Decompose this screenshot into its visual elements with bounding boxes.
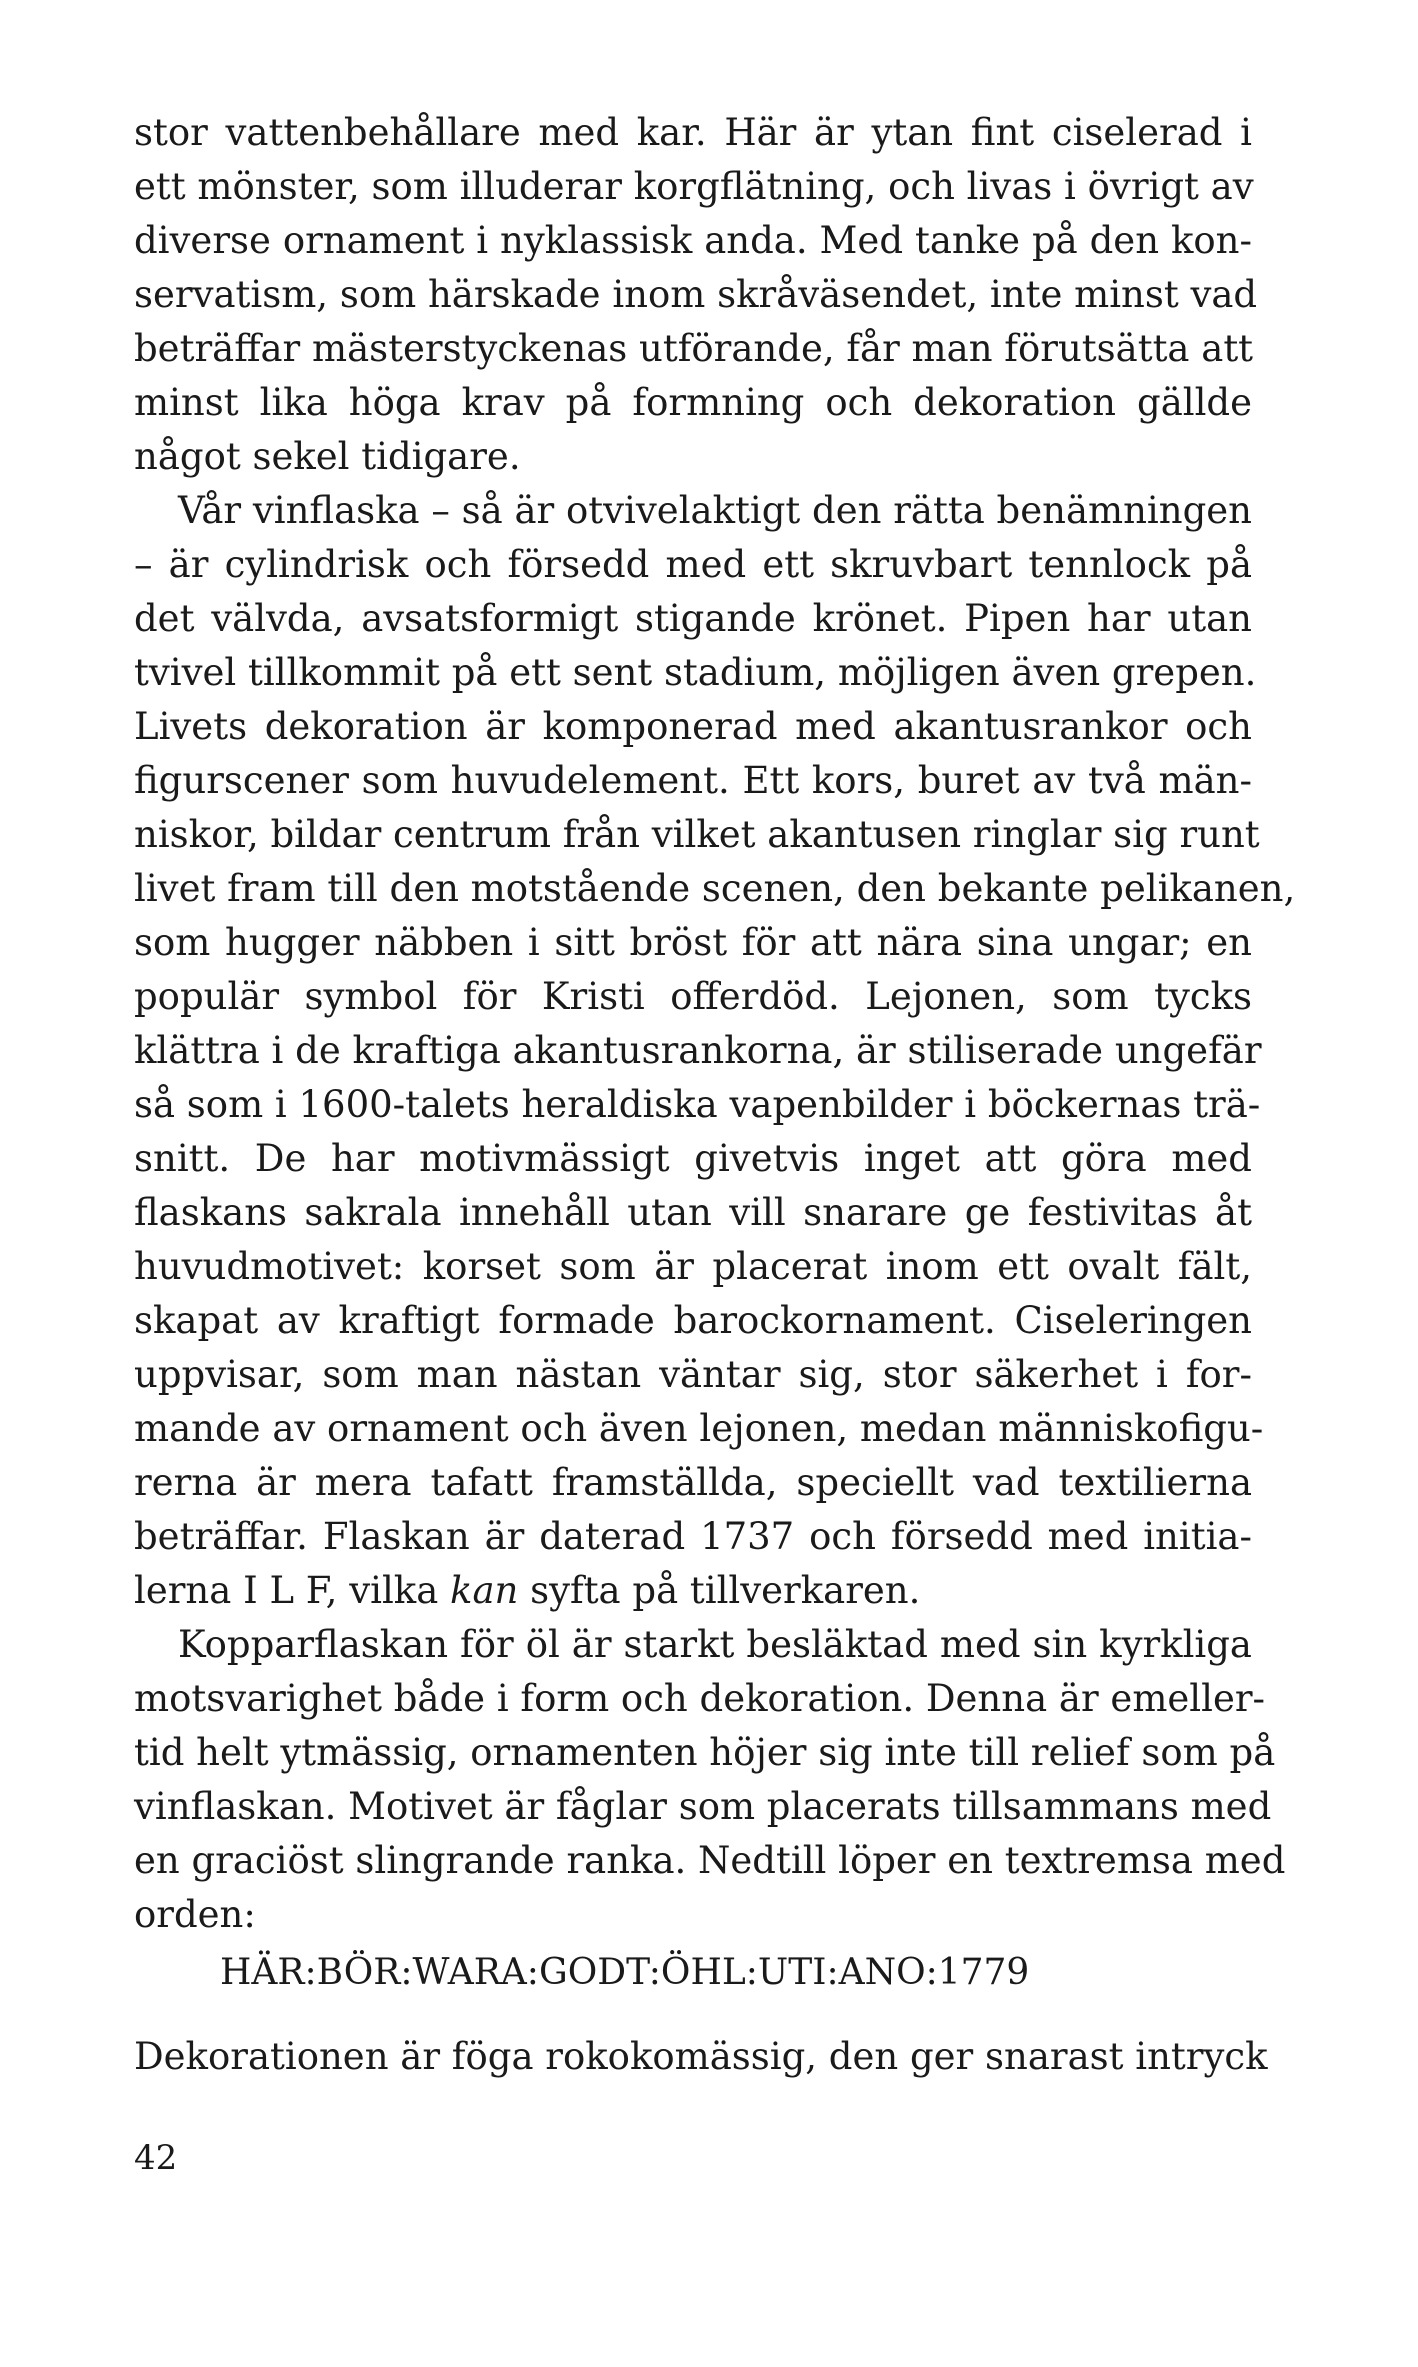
text-line: beträffar. Flaskan är daterad 1737 och försedd med initia- [134, 1515, 1252, 1558]
text-line: flaskans sakrala innehåll utan vill snarare ge festivitas åt [134, 1191, 1252, 1234]
text-line: stor vattenbehållare med kar. Här är ytan fint ciselerad i [134, 111, 1252, 154]
text-line: tvivel tillkommit på ett sent stadium, möjligen även grepen. [134, 651, 1257, 694]
page-number: 42 [134, 2138, 178, 2178]
text-line: minst lika höga krav på formning och dekoration gällde [134, 381, 1252, 424]
text-line: motsvarighet både i form och dekoration. Denna är emeller- [134, 1677, 1266, 1720]
text-line: diverse ornament i nyklassisk anda. Med tanke på den kon- [134, 219, 1252, 262]
text-line: servatism, som härskade inom skråväsendet, inte minst vad [134, 273, 1258, 316]
text-line: uppvisar, som man nästan väntar sig, stor säkerhet i for- [134, 1353, 1252, 1396]
text-line: figurscener som huvudelement. Ett kors, buret av två män- [134, 759, 1252, 802]
text-line: vinflaskan. Motivet är fåglar som placerats tillsammans med [134, 1785, 1272, 1828]
emphasized-word: kan [450, 1569, 519, 1612]
text-line: orden: [134, 1893, 256, 1936]
text-line: Livets dekoration är komponerad med akantusrankor och [134, 705, 1252, 748]
body-text [134, 106, 1296, 1942]
text-line: Kopparflaskan för öl är starkt besläktad med sin kyrkliga [178, 1623, 1252, 1666]
text-line: mande av ornament och även lejonen, medan människofigu- [134, 1407, 1264, 1450]
text-line: klättra i de kraftiga akantusrankorna, är stiliserade ungefär [134, 1029, 1262, 1072]
text-line: något sekel tidigare. [134, 435, 521, 478]
text-line: ett mönster, som illuderar korgflätning, och livas i övrigt av [134, 165, 1254, 208]
text-line: så som i 1600-talets heraldiska vapenbilder i böckernas trä- [134, 1083, 1261, 1126]
text-line: niskor, bildar centrum från vilket akantusen ringlar sig runt [134, 813, 1260, 856]
text-line: huvudmotivet: korset som är placerat inom ett ovalt fält, [134, 1245, 1252, 1288]
text-line: Vår vinflaska – så är otvivelaktigt den rätta benämningen [178, 489, 1252, 532]
text-line: snitt. De har motivmässigt givetvis inget att göra med [134, 1137, 1252, 1180]
text-line: – är cylindrisk och försedd med ett skruvbart tennlock på [134, 543, 1252, 586]
inscription-line: HÄR:BÖR:WARA:GODT:ÖHL:UTI:ANO:1779 [220, 1952, 1030, 1993]
text-line: livet fram till den motstående scenen, den bekante pelikanen, [134, 867, 1296, 910]
text-line: rerna är mera tafatt framställda, speciellt vad textilierna [134, 1461, 1252, 1504]
text-run: syfta på tillverkaren. [518, 1569, 921, 1612]
text-line: tid helt ytmässig, ornamenten höjer sig inte till relief som på [134, 1731, 1276, 1774]
text-run: lerna I L F, vilka [134, 1569, 451, 1612]
text-line: populär symbol för Kristi offerdöd. Lejonen, som tycks [134, 975, 1252, 1018]
text-line: Dekorationen är föga rokokomässig, den ger snarast intryck [134, 2035, 1268, 2078]
text-line-with-emphasis [134, 1564, 1252, 1618]
text-line: beträffar mästerstyckenas utförande, får man förutsätta att [134, 327, 1254, 370]
text-line: en graciöst slingrande ranka. Nedtill löper en textremsa med [134, 1839, 1286, 1882]
text-line: skapat av kraftigt formade barockornament. Ciseleringen [134, 1299, 1252, 1342]
text-line: som hugger näbben i sitt bröst för att nära sina ungar; en [134, 921, 1252, 964]
text-line: det välvda, avsatsformigt stigande krönet. Pipen har utan [134, 597, 1252, 640]
